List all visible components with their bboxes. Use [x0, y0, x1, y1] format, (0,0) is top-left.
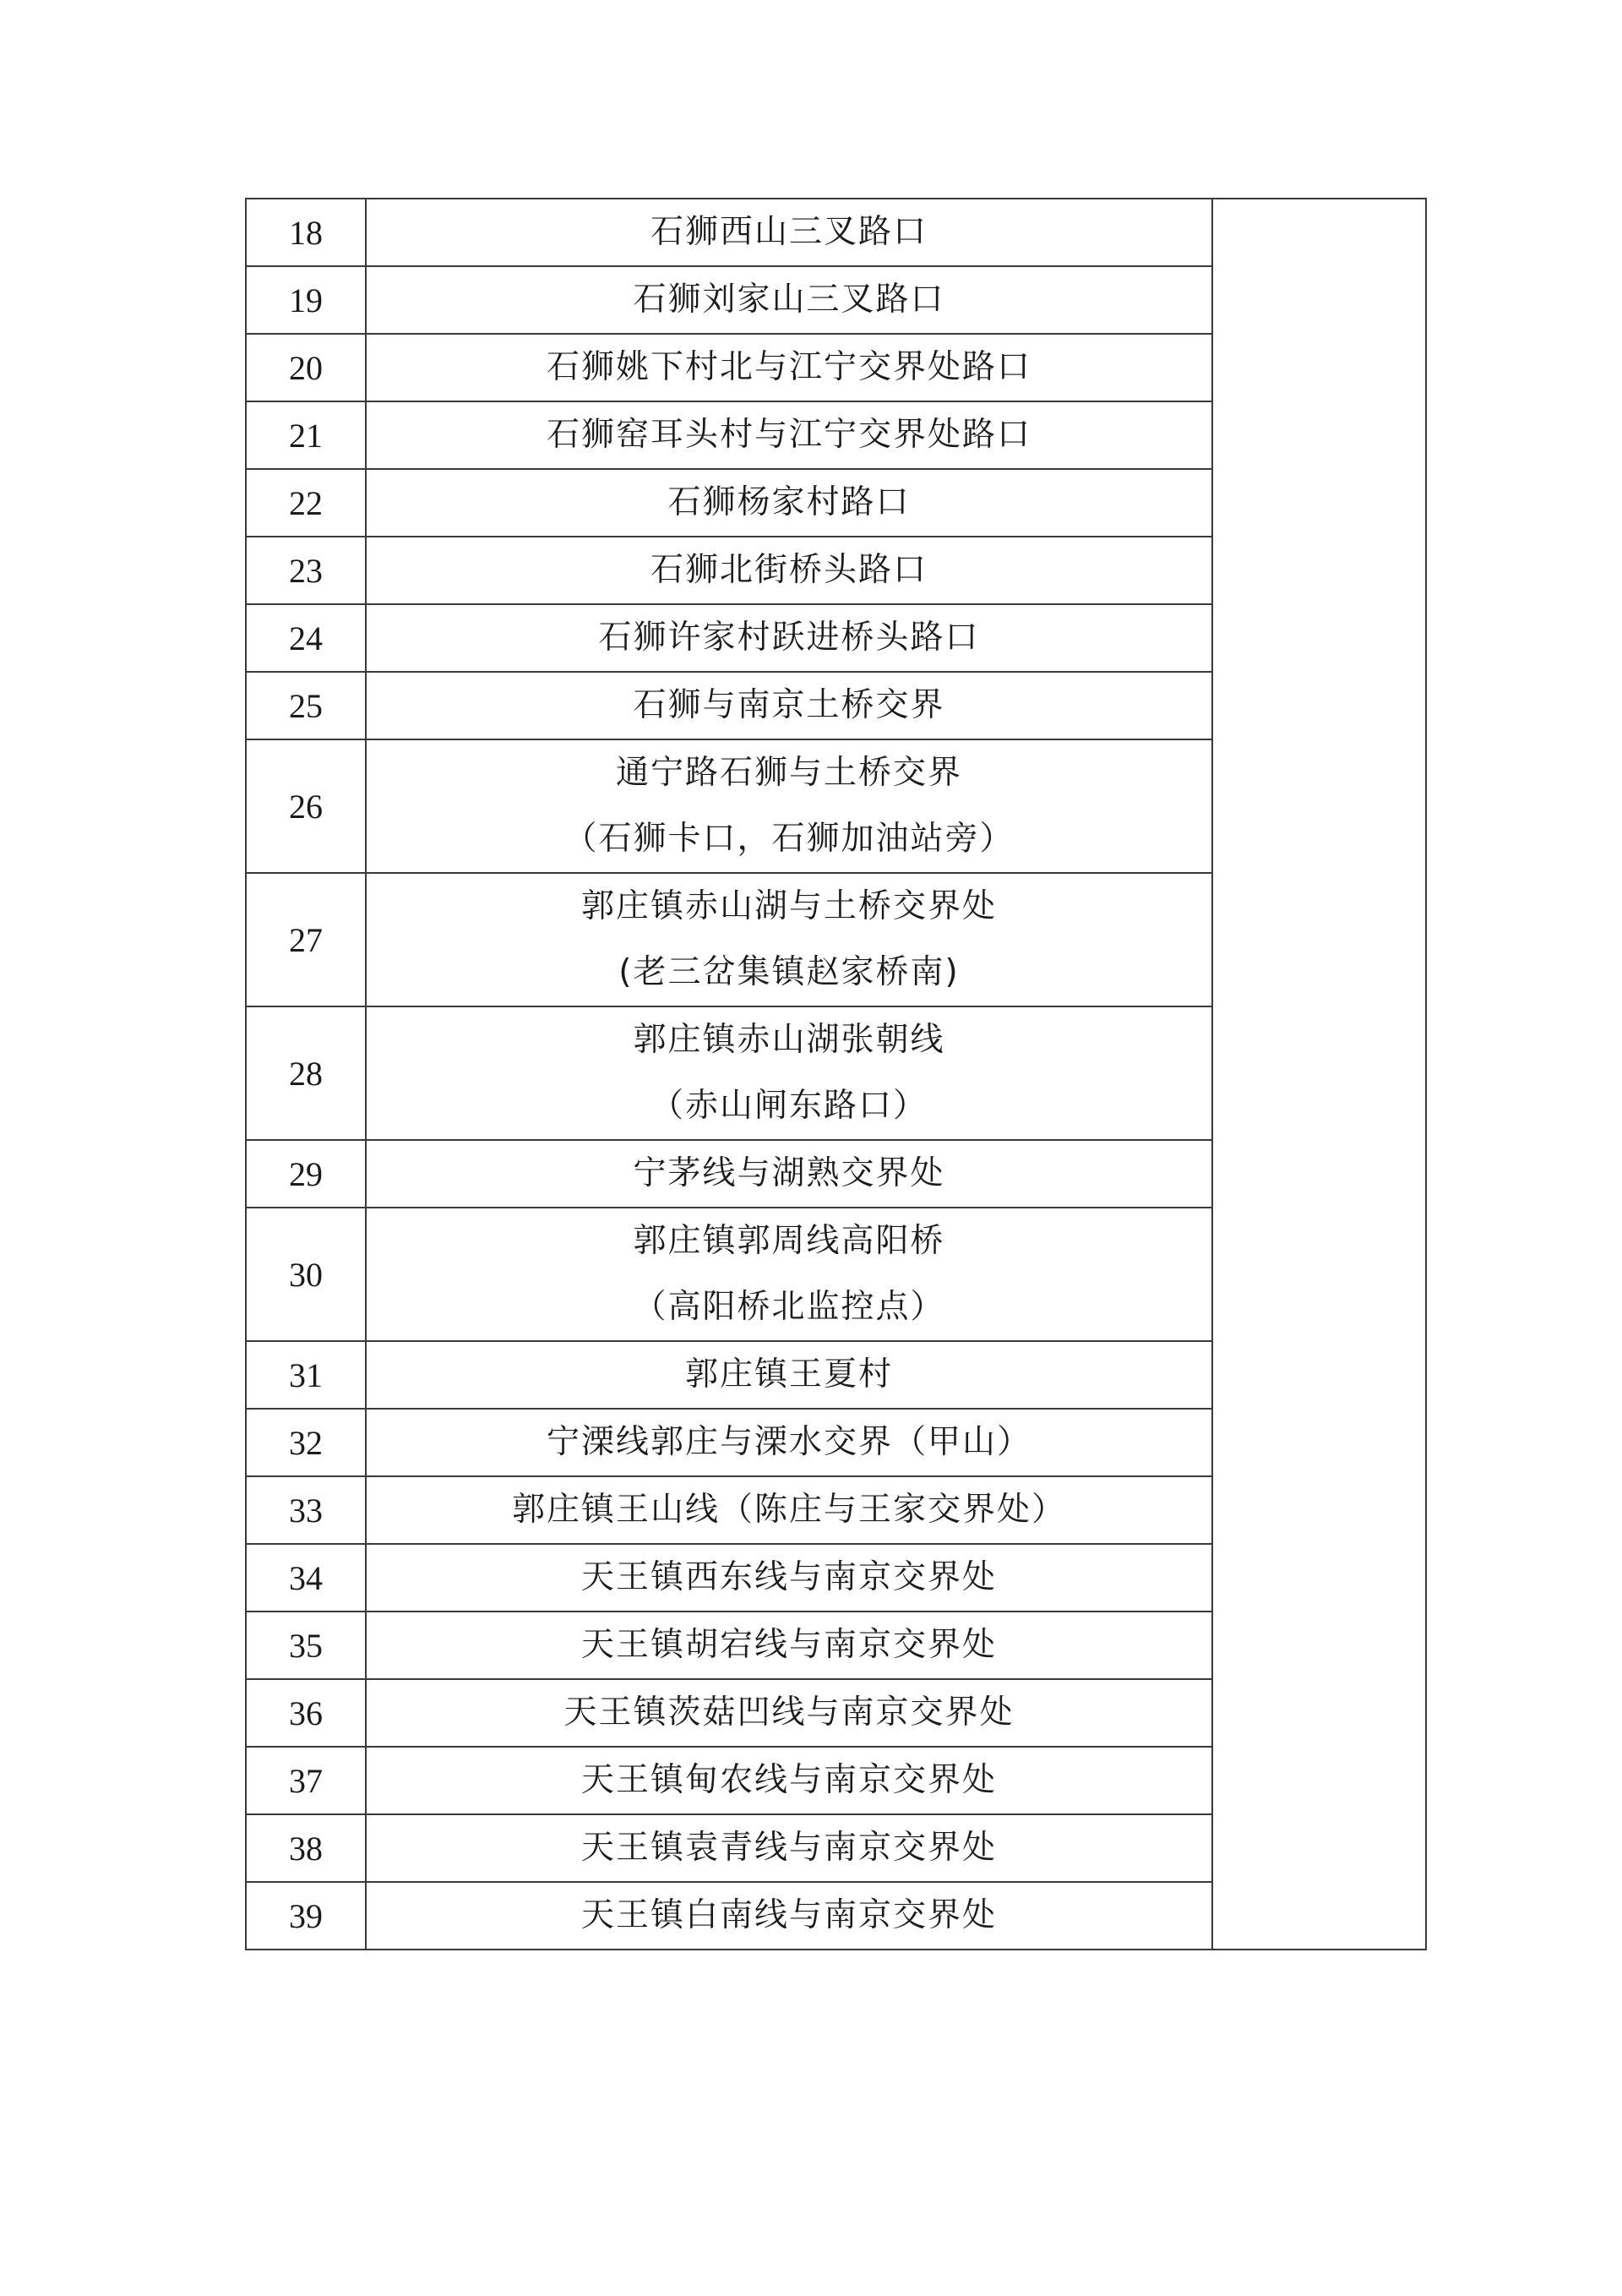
location-text: 郭庄镇王山线（陈庄与王家交界处） — [511, 1491, 1066, 1529]
location-text: （高阳桥北监控点） — [633, 1288, 945, 1326]
row-number: 22 — [246, 469, 366, 537]
location-text: 天王镇袁青线与南京交界处 — [580, 1829, 997, 1867]
remarks-cell — [1212, 199, 1426, 1950]
location-cell — [366, 199, 1212, 266]
table-row — [246, 199, 1426, 266]
location-text: （赤山闸东路口） — [650, 1087, 928, 1125]
location-text: （石狮卡口，石狮加油站旁） — [563, 820, 1015, 858]
row-number: 25 — [246, 672, 366, 739]
row-number: 38 — [246, 1814, 366, 1882]
location-text: 郭庄镇王夏村 — [684, 1355, 893, 1393]
row-number: 19 — [246, 266, 366, 334]
location-text: 石狮西山三叉路口 — [650, 213, 928, 251]
location-text: 石狮刘家山三叉路口 — [633, 281, 945, 319]
location-text: 石狮姚下村北与江宁交界处路口 — [546, 348, 1031, 386]
row-number: 33 — [246, 1476, 366, 1544]
location-text: 郭庄镇赤山湖张朝线 — [633, 1021, 945, 1059]
location-text: 天王镇白南线与南京交界处 — [580, 1896, 997, 1934]
location-cell — [366, 1341, 1212, 1409]
location-text: 郭庄镇郭周线高阳桥 — [633, 1222, 945, 1260]
checkpoint-table — [245, 198, 1427, 1950]
row-number: 27 — [246, 873, 366, 1006]
checkpoint-table-body — [246, 199, 1426, 1950]
location-text: 石狮许家村跃进桥头路口 — [598, 619, 980, 657]
row-number: 21 — [246, 401, 366, 469]
location-cell — [366, 873, 1212, 1006]
location-cell — [366, 401, 1212, 469]
row-number: 20 — [246, 334, 366, 401]
row-number: 39 — [246, 1882, 366, 1950]
row-number: 26 — [246, 739, 366, 873]
location-text: 宁溧线郭庄与溧水交界（甲山） — [546, 1423, 1031, 1461]
location-cell — [366, 1544, 1212, 1612]
location-cell — [366, 1140, 1212, 1208]
row-number: 30 — [246, 1208, 366, 1341]
location-text: 天王镇茨菇凹线与南京交界处 — [563, 1693, 1015, 1732]
location-text: 石狮窑耳头村与江宁交界处路口 — [546, 416, 1031, 454]
location-text: 通宁路石狮与土桥交界 — [615, 754, 962, 792]
row-number: 32 — [246, 1409, 366, 1476]
location-cell — [366, 1409, 1212, 1476]
location-text: 宁茅线与湖熟交界处 — [633, 1154, 945, 1192]
location-cell — [366, 1747, 1212, 1814]
location-cell — [366, 672, 1212, 739]
location-cell — [366, 266, 1212, 334]
location-cell — [366, 604, 1212, 672]
location-cell — [366, 1208, 1212, 1341]
location-text: 天王镇西东线与南京交界处 — [580, 1558, 997, 1596]
location-cell — [366, 1612, 1212, 1679]
row-number: 37 — [246, 1747, 366, 1814]
row-number: 24 — [246, 604, 366, 672]
location-text: 郭庄镇赤山湖与土桥交界处 — [580, 887, 997, 925]
row-number: 31 — [246, 1341, 366, 1409]
row-number: 18 — [246, 199, 366, 266]
location-cell — [366, 1476, 1212, 1544]
location-text: (老三岔集镇赵家桥南) — [618, 953, 960, 991]
location-cell — [366, 739, 1212, 873]
location-cell — [366, 1679, 1212, 1747]
row-number: 35 — [246, 1612, 366, 1679]
row-number: 36 — [246, 1679, 366, 1747]
location-cell — [366, 1006, 1212, 1140]
location-cell — [366, 469, 1212, 537]
location-text: 石狮与南京土桥交界 — [633, 686, 945, 724]
row-number: 34 — [246, 1544, 366, 1612]
location-cell — [366, 537, 1212, 604]
row-number: 23 — [246, 537, 366, 604]
location-text: 天王镇甸农线与南京交界处 — [580, 1761, 997, 1799]
location-text: 天王镇胡宕线与南京交界处 — [580, 1626, 997, 1664]
location-cell — [366, 334, 1212, 401]
location-cell — [366, 1814, 1212, 1882]
row-number: 28 — [246, 1006, 366, 1140]
location-text: 石狮杨家村路口 — [667, 483, 911, 521]
location-cell — [366, 1882, 1212, 1950]
location-text: 石狮北街桥头路口 — [650, 551, 928, 589]
row-number: 29 — [246, 1140, 366, 1208]
